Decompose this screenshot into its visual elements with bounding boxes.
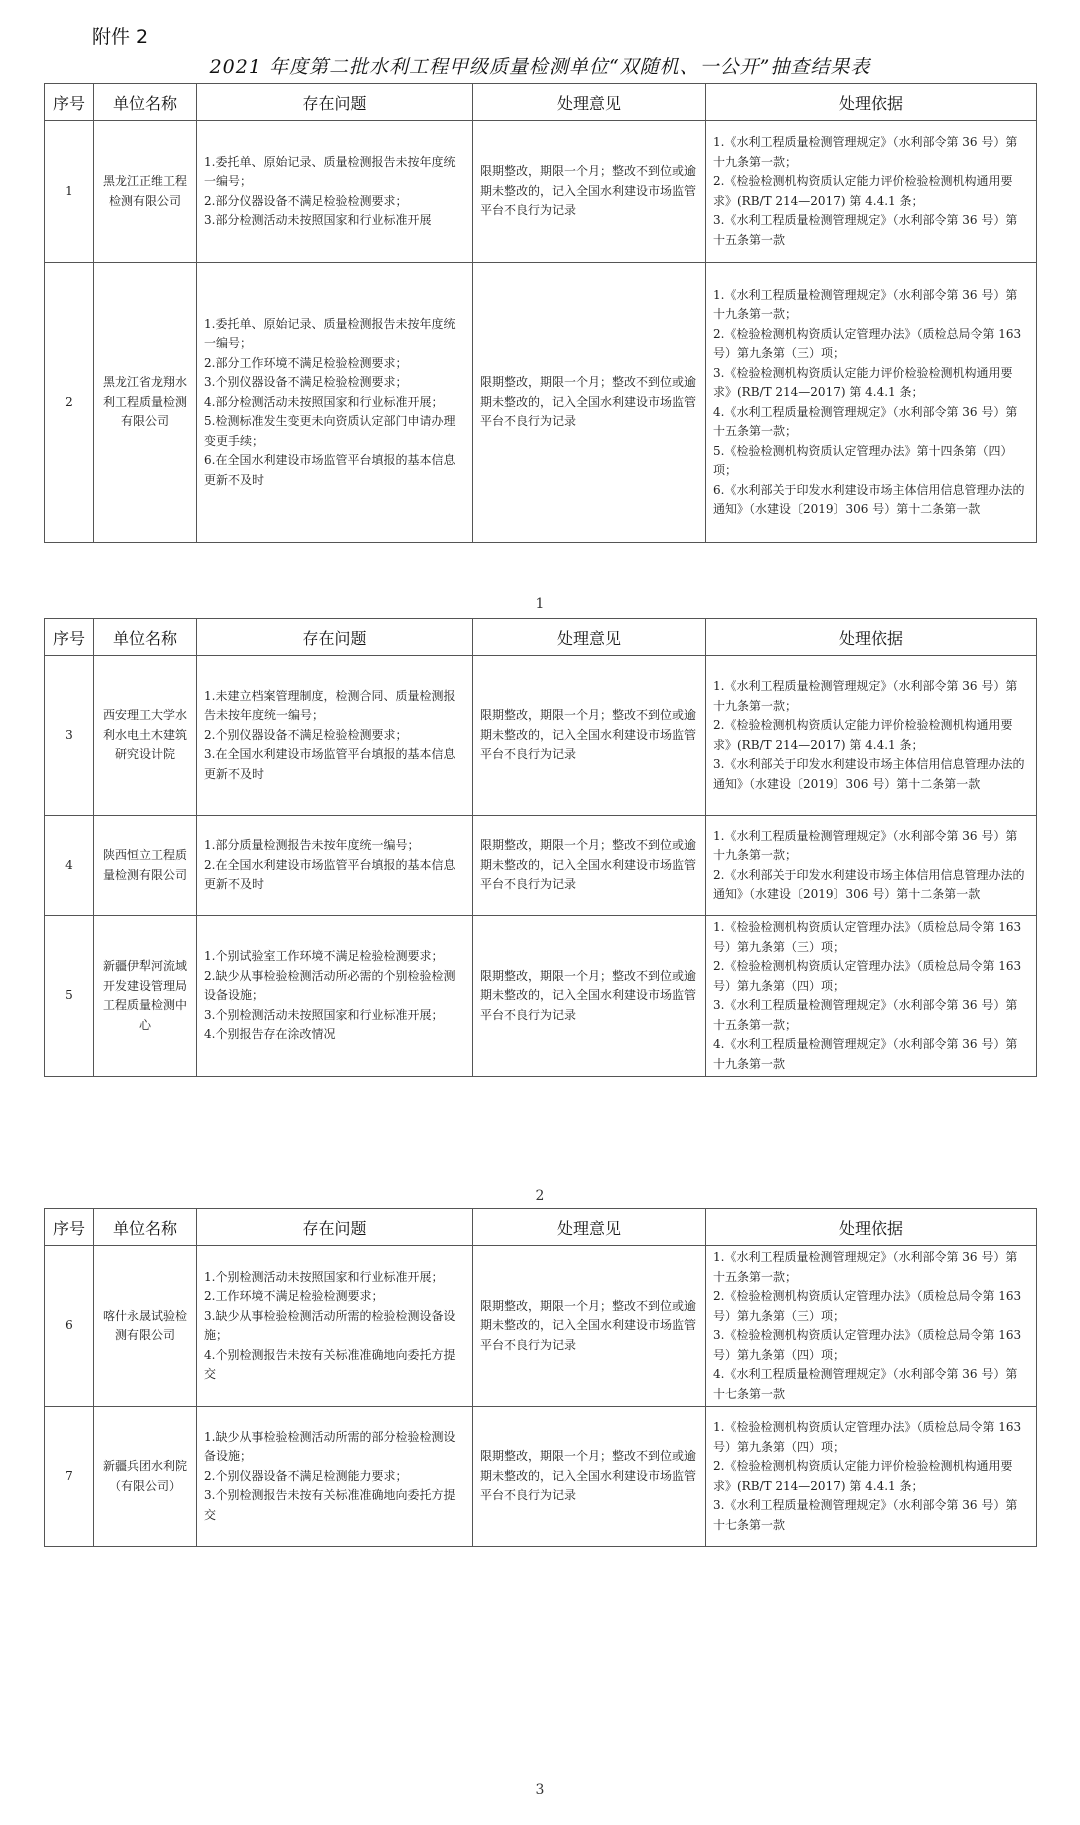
issue-line: 2.在全国水利建设市场监管平台填报的基本信息更新不及时	[204, 857, 456, 892]
row-seq: 4	[45, 816, 94, 916]
issue-line: 3.部分检测活动未按照国家和行业标准开展	[204, 213, 432, 227]
basis-line: 2.《检验检测机构资质认定管理办法》（质检总局令第 163 号）第九条第（三）项；	[713, 326, 1022, 360]
header-basis: 处理依据	[706, 1209, 1037, 1246]
basis-line: 3.《水利工程质量检测管理规定》（水利部令第 36 号）第十五条第一款；	[713, 998, 1018, 1032]
row-unit: 新疆兵团水利院（有限公司）	[94, 1407, 197, 1547]
header-unit: 单位名称	[94, 619, 197, 656]
row-issues	[197, 656, 473, 816]
table-row	[45, 1407, 1037, 1547]
attachment-label: 附件 2	[92, 26, 149, 48]
header-seq: 序号	[45, 619, 94, 656]
row-opinion: 限期整改，期限一个月；整改不到位或逾期未整改的，记入全国水利建设市场监管平台不良行为记录	[473, 656, 706, 816]
document-title: 2021 年度第二批水利工程甲级质量检测单位“双随机、一公开”抽查结果表	[209, 56, 871, 78]
issue-line: 4.部分检测活动未按照国家和行业标准开展；	[204, 394, 444, 409]
issue-line: 1.个别检测活动未按照国家和行业标准开展；	[204, 1269, 444, 1284]
issue-line: 4.个别检测报告未按有关标准准确地向委托方提交	[204, 1347, 456, 1381]
issue-line: 3.个别检测活动未按照国家和行业标准开展；	[204, 1007, 444, 1022]
header-unit: 单位名称	[94, 84, 197, 121]
row-basis	[706, 816, 1037, 916]
row-seq: 7	[45, 1407, 94, 1547]
header-unit: 单位名称	[94, 1209, 197, 1246]
page-number: 3	[535, 1782, 545, 1798]
table-row	[45, 816, 1037, 916]
issue-line: 2.部分仪器设备不满足检验检测要求；	[204, 193, 408, 208]
row-issues	[197, 816, 473, 916]
issue-line: 3.个别仪器设备不满足检验检测要求；	[204, 375, 408, 390]
row-basis	[706, 656, 1037, 816]
row-unit: 陕西恒立工程质量检测有限公司	[94, 816, 197, 916]
row-seq: 6	[45, 1246, 94, 1407]
results-table-page-2	[44, 618, 1037, 1077]
basis-line: 3.《水利工程质量检测管理规定》（水利部令第 36 号）第十五条第一款	[713, 213, 1018, 247]
basis-line: 2.《水利部关于印发水利建设市场主体信用信息管理办法的通知》（水建设〔2019〕306 号）第十二条第一款	[713, 867, 1025, 901]
basis-line: 1.《检验检测机构资质认定管理办法》（质检总局令第 163 号）第九条第（三）项；	[713, 920, 1022, 954]
basis-line: 1.《检验检测机构资质认定管理办法》（质检总局令第 163 号）第九条第（四）项；	[713, 1420, 1022, 1454]
basis-line: 6.《水利部关于印发水利建设市场主体信用信息管理办法的通知》（水建设〔2019〕306 号）第十二条第一款	[713, 482, 1025, 516]
table-row	[45, 916, 1037, 1077]
table-row	[45, 263, 1037, 543]
header-basis: 处理依据	[706, 619, 1037, 656]
header-seq: 序号	[45, 1209, 94, 1246]
issue-line: 1.部分质量检测报告未按年度统一编号；	[204, 838, 420, 853]
header-opinion: 处理意见	[473, 84, 706, 121]
row-basis	[706, 263, 1037, 543]
header-seq: 序号	[45, 84, 94, 121]
row-issues	[197, 1246, 473, 1407]
results-table-page-3	[44, 1208, 1037, 1547]
issue-line: 2.个别仪器设备不满足检验检测要求；	[204, 727, 408, 742]
issue-line: 1.个别试验室工作环境不满足检验检测要求；	[204, 949, 444, 964]
basis-line: 2.《检验检测机构资质认定管理办法》（质检总局令第 163 号）第九条第（三）项；	[713, 1289, 1022, 1323]
row-unit: 黑龙江正维工程检测有限公司	[94, 121, 197, 263]
page-number: 1	[535, 596, 545, 612]
page-number: 2	[535, 1188, 545, 1204]
table-row	[45, 656, 1037, 816]
basis-line: 2.《检验检测机构资质认定能力评价检验检测机构通用要求》(RB/T 214—2017) 第 4.4.1 条；	[713, 1459, 1013, 1493]
basis-line: 1.《水利工程质量检测管理规定》（水利部令第 36 号）第十九条第一款；	[713, 135, 1018, 169]
basis-line: 5.《检验检测机构资质认定管理办法》第十四条第（四）项；	[713, 443, 1013, 477]
issue-line: 2.个别仪器设备不满足检测能力要求；	[204, 1468, 408, 1483]
row-opinion: 限期整改，期限一个月；整改不到位或逾期未整改的，记入全国水利建设市场监管平台不良行为记录	[473, 816, 706, 916]
basis-line: 1.《水利工程质量检测管理规定》（水利部令第 36 号）第十九条第一款；	[713, 828, 1018, 862]
row-basis	[706, 121, 1037, 263]
issue-line: 2.缺少从事检验检测活动所必需的个别检验检测设备设施；	[204, 968, 456, 1003]
basis-line: 1.《水利工程质量检测管理规定》（水利部令第 36 号）第十五条第一款；	[713, 1250, 1018, 1284]
row-opinion: 限期整改，期限一个月；整改不到位或逾期未整改的，记入全国水利建设市场监管平台不良行为记录	[473, 1246, 706, 1407]
issue-line: 5.检测标准发生变更未向资质认定部门申请办理变更手续；	[204, 414, 456, 448]
basis-line: 1.《水利工程质量检测管理规定》（水利部令第 36 号）第十九条第一款；	[713, 287, 1018, 321]
basis-line: 3.《检验检测机构资质认定管理办法》（质检总局令第 163 号）第九条第（四）项；	[713, 1328, 1022, 1362]
header-issues: 存在问题	[197, 1209, 473, 1246]
row-issues	[197, 121, 473, 263]
header-opinion: 处理意见	[473, 1209, 706, 1246]
row-unit: 西安理工大学水利水电土木建筑研究设计院	[94, 656, 197, 816]
row-opinion: 限期整改，期限一个月；整改不到位或逾期未整改的，记入全国水利建设市场监管平台不良行为记录	[473, 263, 706, 543]
table-header-row	[45, 84, 1037, 121]
header-opinion: 处理意见	[473, 619, 706, 656]
basis-line: 4.《水利工程质量检测管理规定》（水利部令第 36 号）第十七条第一款	[713, 1367, 1018, 1401]
basis-line: 2.《检验检测机构资质认定能力评价检验检测机构通用要求》(RB/T 214—2017) 第 4.4.1 条；	[713, 174, 1013, 208]
row-seq: 5	[45, 916, 94, 1077]
issue-line: 2.工作环境不满足检验检测要求；	[204, 1289, 384, 1303]
table-header-row	[45, 1209, 1037, 1246]
results-table-page-1	[44, 83, 1037, 543]
issue-line: 1.未建立档案管理制度，检测合同、质量检测报告未按年度统一编号；	[204, 688, 456, 723]
basis-line: 1.《水利工程质量检测管理规定》（水利部令第 36 号）第十九条第一款；	[713, 679, 1018, 713]
issue-line: 1.缺少从事检验检测活动所需的部分检验检测设备设施；	[204, 1429, 456, 1464]
issue-line: 2.部分工作环境不满足检验检测要求；	[204, 355, 408, 370]
table-row	[45, 121, 1037, 263]
basis-line: 4.《水利工程质量检测管理规定》（水利部令第 36 号）第十五条第一款；	[713, 404, 1018, 438]
row-unit: 黑龙江省龙翔水利工程质量检测有限公司	[94, 263, 197, 543]
row-opinion: 限期整改，期限一个月；整改不到位或逾期未整改的，记入全国水利建设市场监管平台不良行为记录	[473, 916, 706, 1077]
issue-line: 1.委托单、原始记录、质量检测报告未按年度统一编号；	[204, 154, 456, 188]
basis-line: 2.《检验检测机构资质认定能力评价检验检测机构通用要求》(RB/T 214—2017) 第 4.4.1 条；	[713, 718, 1013, 752]
row-opinion: 限期整改，期限一个月；整改不到位或逾期未整改的，记入全国水利建设市场监管平台不良行为记录	[473, 1407, 706, 1547]
basis-line: 4.《水利工程质量检测管理规定》（水利部令第 36 号）第十九条第一款	[713, 1037, 1018, 1071]
row-basis	[706, 1246, 1037, 1407]
issue-line: 3.个别检测报告未按有关标准准确地向委托方提交	[204, 1488, 456, 1522]
issue-line: 3.缺少从事检验检测活动所需的检验检测设备设施；	[204, 1308, 456, 1342]
row-issues	[197, 1407, 473, 1547]
row-seq: 1	[45, 121, 94, 263]
header-issues: 存在问题	[197, 84, 473, 121]
row-basis	[706, 916, 1037, 1077]
basis-line: 3.《水利工程质量检测管理规定》（水利部令第 36 号）第十七条第一款	[713, 1498, 1018, 1532]
basis-line: 3.《水利部关于印发水利建设市场主体信用信息管理办法的通知》（水建设〔2019〕306 号）第十二条第一款	[713, 757, 1025, 791]
issue-line: 1.委托单、原始记录、质量检测报告未按年度统一编号；	[204, 316, 456, 351]
basis-line: 3.《检验检测机构资质认定能力评价检验检测机构通用要求》(RB/T 214—2017) 第 4.4.1 条；	[713, 365, 1013, 399]
row-basis	[706, 1407, 1037, 1547]
row-unit: 新疆伊犁河流域开发建设管理局工程质量检测中心	[94, 916, 197, 1077]
row-issues	[197, 263, 473, 543]
issue-line: 6.在全国水利建设市场监管平台填报的基本信息更新不及时	[204, 453, 456, 487]
row-seq: 2	[45, 263, 94, 543]
row-seq: 3	[45, 656, 94, 816]
table-header-row	[45, 619, 1037, 656]
issue-line: 3.在全国水利建设市场监管平台填报的基本信息更新不及时	[204, 747, 456, 781]
row-unit: 喀什永晟试验检测有限公司	[94, 1246, 197, 1407]
issue-line: 4.个别报告存在涂改情况	[204, 1027, 336, 1042]
row-issues	[197, 916, 473, 1077]
row-opinion: 限期整改，期限一个月；整改不到位或逾期未整改的，记入全国水利建设市场监管平台不良行为记录	[473, 121, 706, 263]
header-basis: 处理依据	[706, 84, 1037, 121]
basis-line: 2.《检验检测机构资质认定管理办法》（质检总局令第 163 号）第九条第（四）项；	[713, 959, 1022, 993]
table-row	[45, 1246, 1037, 1407]
header-issues: 存在问题	[197, 619, 473, 656]
